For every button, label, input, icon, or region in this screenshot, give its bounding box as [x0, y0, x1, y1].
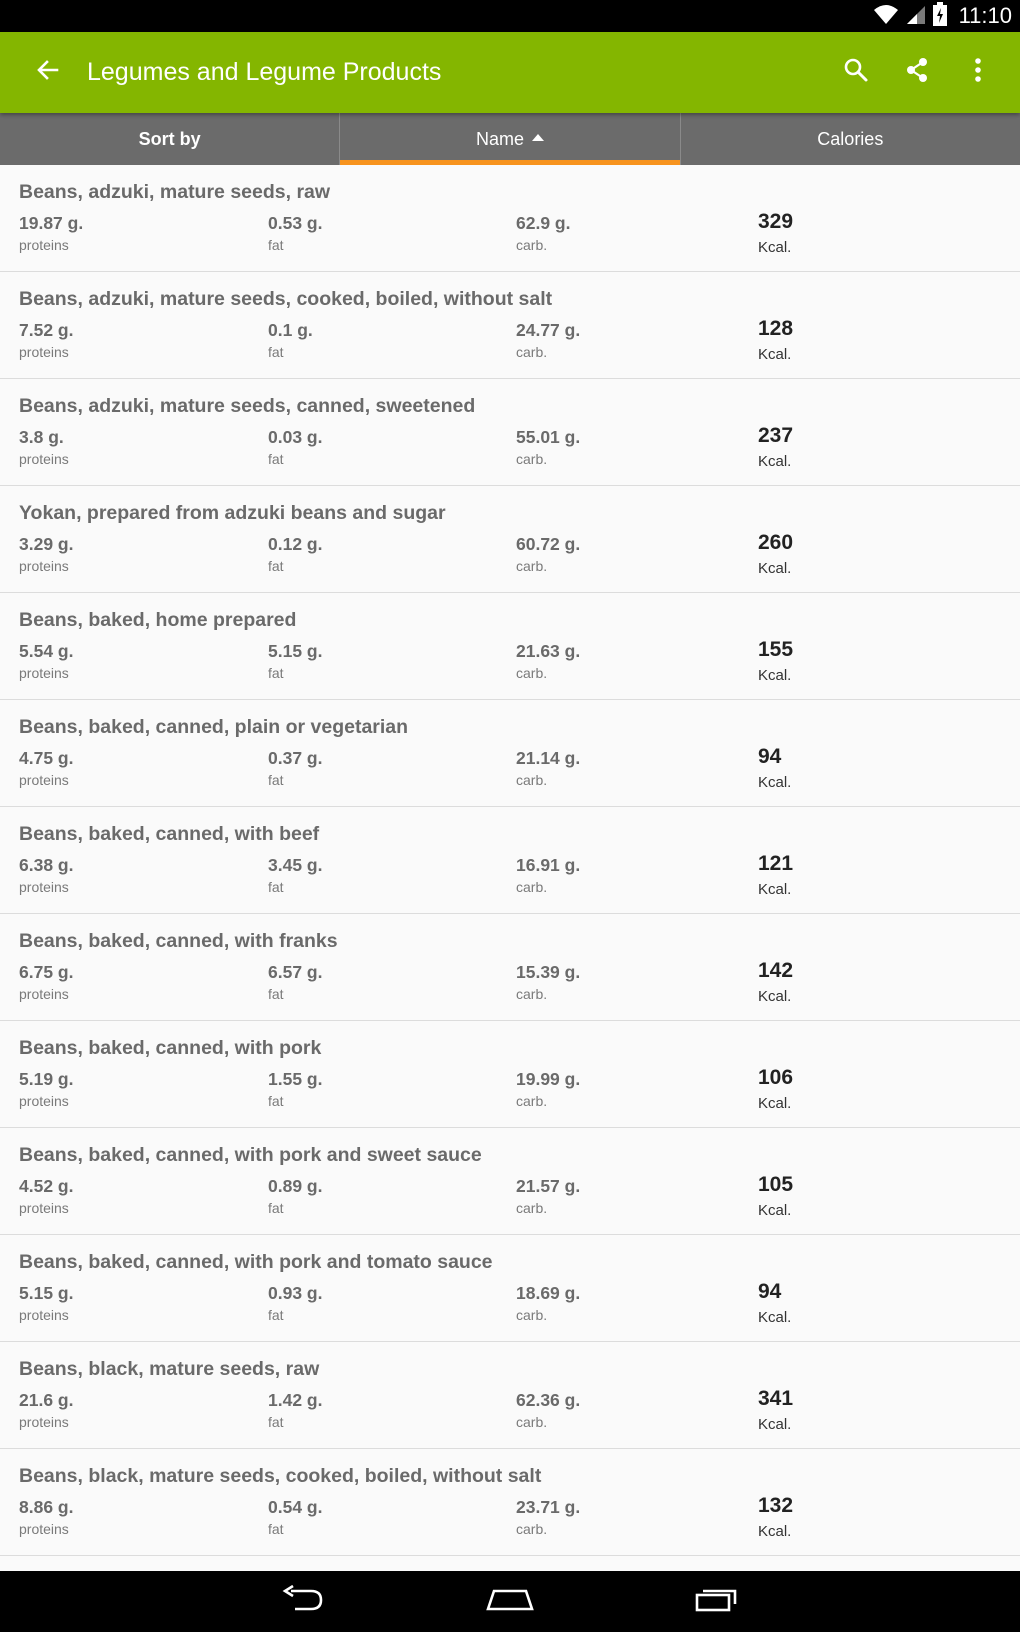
proteins-value: 3.8 g.	[19, 427, 64, 447]
proteins-value: 5.15 g.	[19, 1283, 74, 1303]
tab-sort-by-label: Sort by	[138, 128, 201, 149]
calories-value: 132	[758, 1494, 794, 1517]
proteins-cell	[19, 1497, 73, 1537]
list-item[interactable]	[0, 807, 1020, 914]
fat-value: 1.42 g.	[268, 1390, 323, 1410]
proteins-label: proteins	[19, 1200, 69, 1216]
calories-cell	[758, 210, 793, 256]
page-title: Legumes and Legume Products	[87, 58, 442, 86]
back-button[interactable]	[26, 50, 70, 94]
carb-label: carb.	[516, 772, 548, 788]
carb-value: 18.69 g.	[516, 1283, 581, 1303]
list-item[interactable]	[0, 1128, 1020, 1235]
fat-label: fat	[268, 237, 284, 253]
list-item[interactable]	[0, 486, 1020, 593]
food-name: Beans, baked, canned, with franks	[19, 930, 338, 952]
calories-value: 237	[758, 424, 794, 447]
carb-label: carb.	[516, 344, 548, 360]
list-item[interactable]	[0, 379, 1020, 486]
proteins-value: 4.75 g.	[19, 748, 74, 768]
sort-tab-bar	[0, 113, 1020, 165]
proteins-label: proteins	[19, 344, 69, 360]
carb-cell	[516, 641, 580, 681]
calories-unit-label: Kcal.	[758, 346, 792, 363]
calories-cell	[758, 745, 791, 791]
proteins-label: proteins	[19, 558, 69, 574]
carb-label: carb.	[516, 1093, 548, 1109]
carb-cell	[516, 1069, 580, 1109]
fat-cell	[268, 1069, 322, 1109]
search-icon	[843, 57, 869, 88]
proteins-value: 7.52 g.	[19, 320, 74, 340]
carb-value: 60.72 g.	[516, 534, 581, 554]
list-item[interactable]	[0, 165, 1020, 272]
fat-label: fat	[268, 451, 284, 467]
carb-cell	[516, 1283, 580, 1323]
calories-value: 121	[758, 852, 794, 875]
food-name: Yokan, prepared from adzuki beans and sugar	[19, 502, 446, 524]
fat-value: 0.37 g.	[268, 748, 323, 768]
carb-label: carb.	[516, 986, 548, 1002]
fat-label: fat	[268, 1521, 284, 1537]
tab-sort-by	[0, 113, 340, 165]
calories-cell	[758, 1494, 793, 1540]
carb-value: 55.01 g.	[516, 427, 581, 447]
fat-value: 6.57 g.	[268, 962, 323, 982]
calories-unit-label: Kcal.	[758, 560, 792, 577]
status-icons	[873, 0, 1012, 32]
list-item[interactable]	[0, 700, 1020, 807]
calories-unit-label: Kcal.	[758, 774, 792, 791]
proteins-value: 4.52 g.	[19, 1176, 74, 1196]
carb-cell	[516, 320, 580, 360]
proteins-label: proteins	[19, 1414, 69, 1430]
proteins-value: 6.75 g.	[19, 962, 74, 982]
fat-value: 0.89 g.	[268, 1176, 323, 1196]
food-name: Beans, baked, canned, with pork and sweet sauce	[19, 1144, 482, 1166]
fat-cell	[268, 748, 322, 788]
calories-value: 105	[758, 1173, 794, 1196]
back-arrow-icon	[36, 58, 60, 87]
proteins-label: proteins	[19, 986, 69, 1002]
proteins-cell	[19, 1069, 73, 1109]
calories-unit-label: Kcal.	[758, 1095, 792, 1112]
list-item[interactable]	[0, 1235, 1020, 1342]
search-button[interactable]	[834, 50, 878, 94]
overflow-menu-button[interactable]	[956, 50, 1000, 94]
proteins-label: proteins	[19, 237, 69, 253]
calories-cell	[758, 852, 793, 898]
calories-unit-label: Kcal.	[758, 1416, 792, 1433]
food-name: Beans, black, mature seeds, cooked, boiled, without salt	[19, 1465, 542, 1487]
overflow-menu-icon	[974, 57, 982, 88]
carb-label: carb.	[516, 558, 548, 574]
carb-label: carb.	[516, 1200, 548, 1216]
calories-value: 155	[758, 638, 794, 661]
active-tab-indicator	[340, 160, 679, 165]
calories-cell	[758, 638, 793, 684]
fat-label: fat	[268, 1414, 284, 1430]
food-name: Beans, adzuki, mature seeds, canned, sweetened	[19, 395, 476, 417]
carb-label: carb.	[516, 665, 548, 681]
fat-cell	[268, 1283, 322, 1323]
navigation-bar	[0, 1571, 1020, 1632]
calories-cell	[758, 531, 793, 577]
sort-ascending-icon	[532, 134, 544, 141]
calories-cell	[758, 317, 793, 363]
calories-value: 260	[758, 531, 794, 554]
calories-value: 106	[758, 1066, 794, 1089]
proteins-cell	[19, 427, 69, 467]
calories-unit-label: Kcal.	[758, 1309, 792, 1326]
proteins-cell	[19, 320, 73, 360]
share-button[interactable]	[895, 50, 939, 94]
fat-cell	[268, 1497, 322, 1537]
carb-value: 15.39 g.	[516, 962, 581, 982]
proteins-label: proteins	[19, 1093, 69, 1109]
list-item[interactable]	[0, 593, 1020, 700]
carb-cell	[516, 213, 570, 253]
signal-icon	[905, 3, 927, 30]
carb-label: carb.	[516, 451, 548, 467]
food-name: Beans, baked, canned, with pork and tomato sauce	[19, 1251, 493, 1273]
tab-calories[interactable]	[681, 113, 1020, 165]
calories-unit-label: Kcal.	[758, 239, 792, 256]
fat-cell	[268, 962, 322, 1002]
proteins-cell	[19, 962, 73, 1002]
proteins-label: proteins	[19, 772, 69, 788]
carb-value: 16.91 g.	[516, 855, 581, 875]
fat-label: fat	[268, 558, 284, 574]
proteins-value: 8.86 g.	[19, 1497, 74, 1517]
fat-value: 0.03 g.	[268, 427, 323, 447]
fat-cell	[268, 855, 322, 895]
battery-charging-icon	[933, 2, 947, 31]
list-item[interactable]	[0, 914, 1020, 1021]
proteins-label: proteins	[19, 665, 69, 681]
proteins-cell	[19, 213, 83, 253]
list-item[interactable]	[0, 1342, 1020, 1449]
calories-unit-label: Kcal.	[758, 667, 792, 684]
carb-label: carb.	[516, 1414, 548, 1430]
calories-value: 94	[758, 1280, 782, 1303]
fat-value: 5.15 g.	[268, 641, 323, 661]
carb-label: carb.	[516, 237, 548, 253]
fat-value: 0.93 g.	[268, 1283, 323, 1303]
proteins-label: proteins	[19, 451, 69, 467]
calories-unit-label: Kcal.	[758, 1523, 792, 1540]
list-item[interactable]	[0, 1449, 1020, 1556]
carb-label: carb.	[516, 1307, 548, 1323]
fat-cell	[268, 1176, 322, 1216]
status-clock: 11:10	[958, 3, 1012, 28]
fat-cell	[268, 534, 322, 574]
tab-name-label: Name	[475, 128, 524, 149]
carb-cell	[516, 748, 580, 788]
fat-value: 1.55 g.	[268, 1069, 323, 1089]
fat-cell	[268, 213, 322, 253]
calories-cell	[758, 1173, 793, 1219]
back-nav-icon	[281, 1585, 325, 1618]
carb-value: 19.99 g.	[516, 1069, 581, 1089]
nav-recents-button[interactable]	[672, 1571, 762, 1632]
home-nav-icon	[486, 1587, 534, 1616]
fat-label: fat	[268, 1200, 284, 1216]
carb-cell	[516, 1497, 580, 1537]
tab-name[interactable]	[340, 113, 680, 165]
calories-value: 341	[758, 1387, 794, 1410]
carb-value: 24.77 g.	[516, 320, 581, 340]
calories-unit-label: Kcal.	[758, 453, 792, 470]
recents-nav-icon	[695, 1586, 739, 1617]
carb-label: carb.	[516, 1521, 548, 1537]
proteins-value: 5.54 g.	[19, 641, 74, 661]
food-name: Beans, baked, canned, with beef	[19, 823, 320, 845]
fat-value: 0.54 g.	[268, 1497, 323, 1517]
food-name: Beans, black, mature seeds, raw	[19, 1358, 320, 1380]
proteins-cell	[19, 855, 73, 895]
list-item[interactable]	[0, 272, 1020, 379]
proteins-value: 6.38 g.	[19, 855, 74, 875]
food-list[interactable]	[0, 165, 1020, 1571]
fat-label: fat	[268, 986, 284, 1002]
proteins-label: proteins	[19, 879, 69, 895]
calories-value: 128	[758, 317, 794, 340]
food-name: Beans, adzuki, mature seeds, raw	[19, 181, 331, 203]
food-name: Beans, baked, home prepared	[19, 609, 297, 631]
carb-cell	[516, 855, 580, 895]
carb-cell	[516, 962, 580, 1002]
calories-unit-label: Kcal.	[758, 881, 792, 898]
fat-value: 0.12 g.	[268, 534, 323, 554]
proteins-cell	[19, 1176, 73, 1216]
carb-cell	[516, 1176, 580, 1216]
tab-calories-label: Calories	[817, 128, 884, 149]
fat-label: fat	[268, 1093, 284, 1109]
fat-cell	[268, 320, 313, 360]
food-name: Beans, baked, canned, plain or vegetarian	[19, 716, 409, 738]
nav-home-button[interactable]	[465, 1571, 555, 1632]
carb-value: 23.71 g.	[516, 1497, 581, 1517]
proteins-value: 19.87 g.	[19, 213, 84, 233]
proteins-cell	[19, 534, 73, 574]
calories-value: 142	[758, 959, 794, 982]
fat-label: fat	[268, 772, 284, 788]
calories-cell	[758, 424, 793, 470]
calories-cell	[758, 1066, 793, 1112]
carb-value: 62.36 g.	[516, 1390, 581, 1410]
proteins-value: 3.29 g.	[19, 534, 74, 554]
nav-back-button[interactable]	[258, 1571, 348, 1632]
carb-cell	[516, 1390, 580, 1430]
fat-label: fat	[268, 1307, 284, 1323]
status-bar	[0, 0, 1020, 32]
carb-cell	[516, 427, 580, 467]
food-name: Beans, baked, canned, with pork	[19, 1037, 322, 1059]
fat-label: fat	[268, 665, 284, 681]
calories-unit-label: Kcal.	[758, 1202, 792, 1219]
proteins-label: proteins	[19, 1521, 69, 1537]
fat-label: fat	[268, 344, 284, 360]
carb-value: 21.14 g.	[516, 748, 581, 768]
fat-cell	[268, 641, 322, 681]
food-name: Beans, adzuki, mature seeds, cooked, boiled, without salt	[19, 288, 553, 310]
proteins-cell	[19, 641, 73, 681]
calories-cell	[758, 1280, 791, 1326]
calories-cell	[758, 959, 793, 1005]
calories-unit-label: Kcal.	[758, 988, 792, 1005]
proteins-cell	[19, 748, 73, 788]
fat-value: 3.45 g.	[268, 855, 323, 875]
share-icon	[904, 57, 930, 88]
wifi-icon	[873, 3, 899, 30]
list-item[interactable]	[0, 1021, 1020, 1128]
calories-cell	[758, 1387, 793, 1433]
fat-label: fat	[268, 879, 284, 895]
carb-cell	[516, 534, 580, 574]
carb-value: 62.9 g.	[516, 213, 571, 233]
calories-value: 329	[758, 210, 794, 233]
calories-value: 94	[758, 745, 782, 768]
carb-value: 21.57 g.	[516, 1176, 581, 1196]
app-bar	[0, 32, 1020, 113]
fat-cell	[268, 427, 322, 467]
proteins-cell	[19, 1390, 73, 1430]
fat-cell	[268, 1390, 322, 1430]
fat-value: 0.1 g.	[268, 320, 313, 340]
fat-value: 0.53 g.	[268, 213, 323, 233]
proteins-value: 21.6 g.	[19, 1390, 74, 1410]
carb-value: 21.63 g.	[516, 641, 581, 661]
carb-label: carb.	[516, 879, 548, 895]
proteins-label: proteins	[19, 1307, 69, 1323]
proteins-value: 5.19 g.	[19, 1069, 74, 1089]
proteins-cell	[19, 1283, 73, 1323]
